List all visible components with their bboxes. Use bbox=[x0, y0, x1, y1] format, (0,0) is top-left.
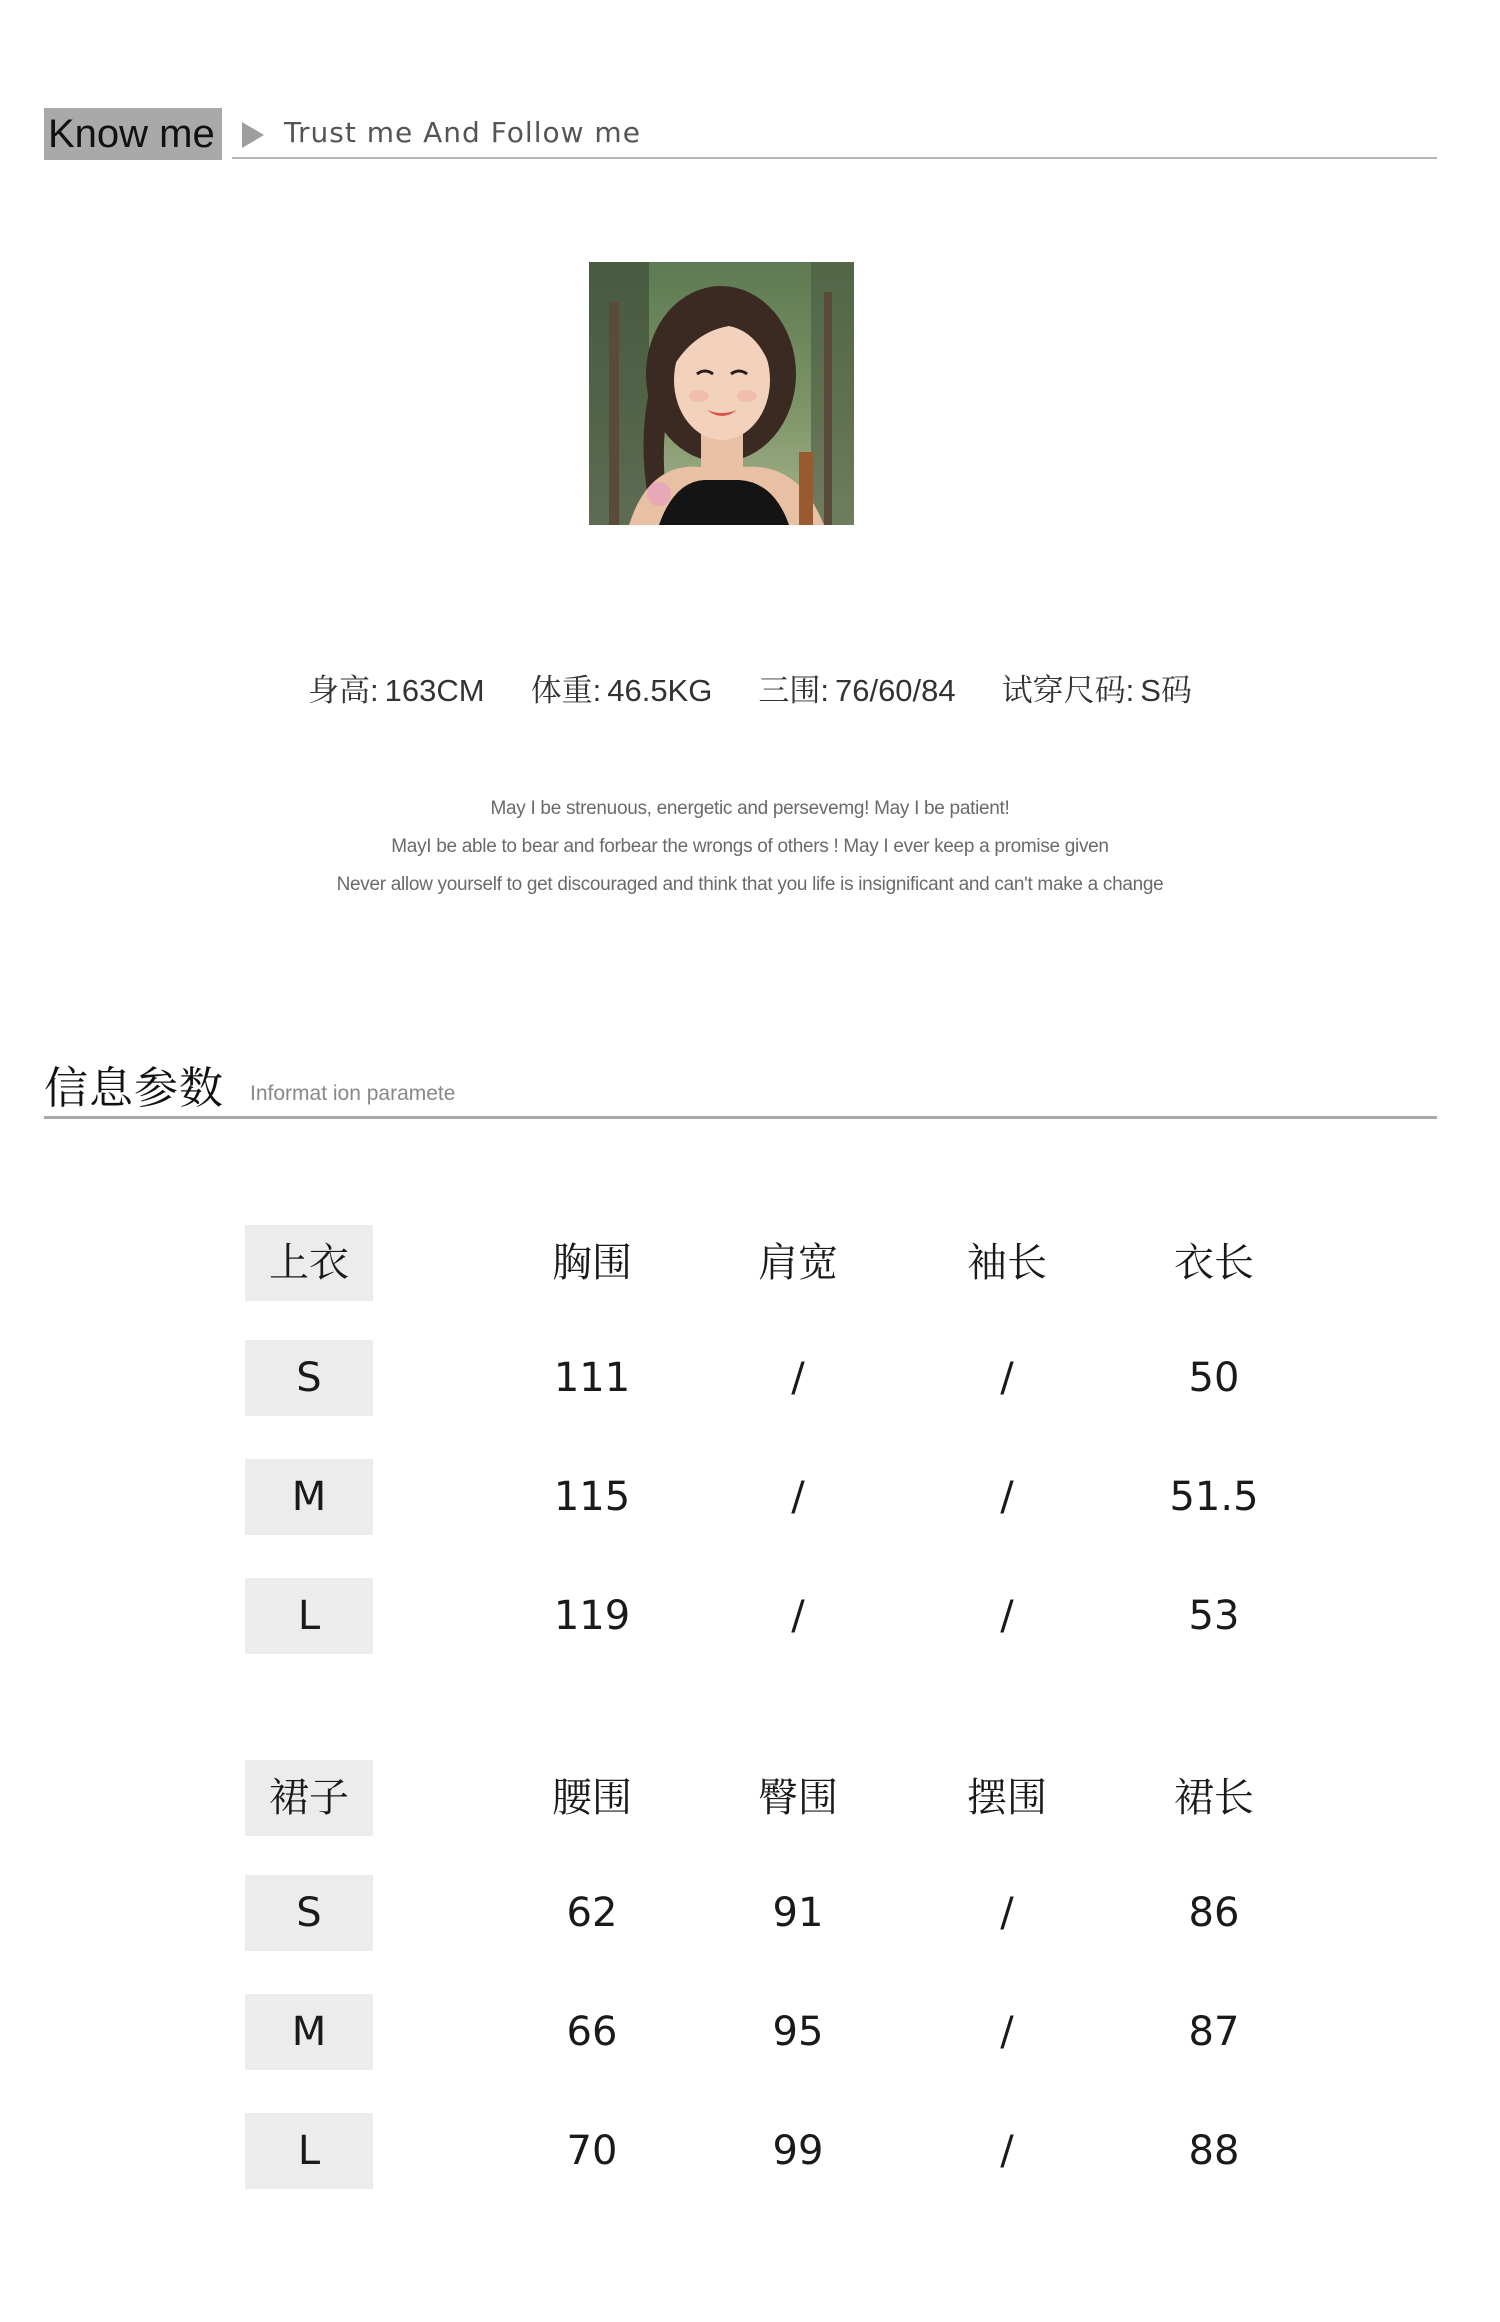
model-photo bbox=[589, 262, 854, 525]
table-cell: 70 bbox=[566, 2128, 618, 2174]
table-cell: / bbox=[791, 1355, 805, 1401]
table-header-cell: 胸围 bbox=[552, 1240, 632, 1286]
table-cell: 50 bbox=[1188, 1355, 1240, 1401]
table-cell: 51.5 bbox=[1169, 1474, 1259, 1520]
size-label: L bbox=[245, 1578, 373, 1654]
stat-label: 身高: bbox=[308, 673, 379, 708]
table-cell: / bbox=[1000, 1355, 1014, 1401]
stat-label: 三围: bbox=[758, 673, 829, 708]
table-cell: 111 bbox=[553, 1355, 631, 1401]
top-size-table bbox=[0, 1225, 1500, 1655]
size-label: M bbox=[245, 1994, 373, 2070]
skirt-size-table bbox=[0, 1760, 1500, 2190]
table-header-cell: 裙长 bbox=[1174, 1775, 1254, 1821]
motto-line: MayI be able to bear and forbear the wrongs of others ! May I ever keep a promise given bbox=[391, 836, 1109, 857]
table-cell: 99 bbox=[772, 2128, 824, 2174]
stat-value: 163CM bbox=[384, 673, 485, 708]
table-cell: 88 bbox=[1188, 2128, 1240, 2174]
table-cell: 62 bbox=[566, 1890, 618, 1936]
info-subtitle: Informat ion paramete bbox=[250, 1082, 456, 1105]
model-stats bbox=[0, 665, 1500, 711]
table-cell: / bbox=[1000, 1890, 1014, 1936]
table-cell: 119 bbox=[553, 1593, 631, 1639]
table-row bbox=[0, 1994, 1500, 2070]
size-label: M bbox=[245, 1459, 373, 1535]
size-label: S bbox=[245, 1340, 373, 1416]
table-cell: 53 bbox=[1188, 1593, 1240, 1639]
table-cell: 115 bbox=[553, 1474, 631, 1520]
size-label: S bbox=[245, 1875, 373, 1951]
table-cell: / bbox=[791, 1593, 805, 1639]
table-header-row bbox=[0, 1760, 1500, 1836]
play-triangle-icon bbox=[242, 122, 264, 148]
table-row bbox=[0, 2113, 1500, 2189]
motto-line: May I be strenuous, energetic and persevemg! May I be patient! bbox=[490, 798, 1010, 819]
table-cell: / bbox=[1000, 2128, 1014, 2174]
table-cell: 95 bbox=[772, 2009, 824, 2055]
know-me-subtitle: Trust me And Follow me bbox=[284, 116, 641, 149]
table-cell: 91 bbox=[772, 1890, 824, 1936]
stat-value: 76/60/84 bbox=[834, 673, 956, 708]
stat-label: 体重: bbox=[530, 673, 602, 708]
motto-text bbox=[0, 790, 1500, 904]
table-header-row bbox=[0, 1225, 1500, 1301]
table-row bbox=[0, 1578, 1500, 1654]
table-category-label: 上衣 bbox=[245, 1225, 373, 1301]
table-cell: 87 bbox=[1188, 2009, 1240, 2055]
table-row bbox=[0, 1875, 1500, 1951]
table-header-cell: 肩宽 bbox=[758, 1240, 838, 1286]
table-cell: / bbox=[1000, 2009, 1014, 2055]
stat-value: S码 bbox=[1140, 673, 1192, 708]
stat-height bbox=[308, 665, 485, 711]
table-row bbox=[0, 1340, 1500, 1416]
table-cell: / bbox=[791, 1474, 805, 1520]
table-cell: / bbox=[1000, 1474, 1014, 1520]
table-cell: / bbox=[1000, 1593, 1014, 1639]
size-label: L bbox=[245, 2113, 373, 2189]
table-cell: 86 bbox=[1188, 1890, 1240, 1936]
motto-line: Never allow yourself to get discouraged and think that you life is insignificant and can't make a change bbox=[336, 874, 1164, 895]
table-header-cell: 腰围 bbox=[552, 1775, 632, 1821]
table-header-cell: 衣长 bbox=[1174, 1240, 1254, 1286]
info-divider bbox=[44, 1116, 1437, 1119]
table-category-label: 裙子 bbox=[245, 1760, 373, 1836]
table-header-cell: 袖长 bbox=[967, 1240, 1047, 1286]
know-me-tag: Know me bbox=[44, 108, 222, 160]
stat-value: 46.5KG bbox=[607, 673, 713, 708]
stat-label: 试穿尺码: bbox=[1001, 673, 1135, 708]
header-divider bbox=[232, 157, 1437, 159]
table-cell: 66 bbox=[566, 2009, 618, 2055]
table-header-cell: 臀围 bbox=[758, 1775, 838, 1821]
stat-measurements bbox=[758, 665, 955, 711]
stat-weight bbox=[531, 665, 713, 711]
info-title: 信息参数 bbox=[44, 1063, 224, 1114]
table-row bbox=[0, 1459, 1500, 1535]
table-header-cell: 摆围 bbox=[967, 1775, 1047, 1821]
stat-trial-size bbox=[1002, 665, 1192, 711]
